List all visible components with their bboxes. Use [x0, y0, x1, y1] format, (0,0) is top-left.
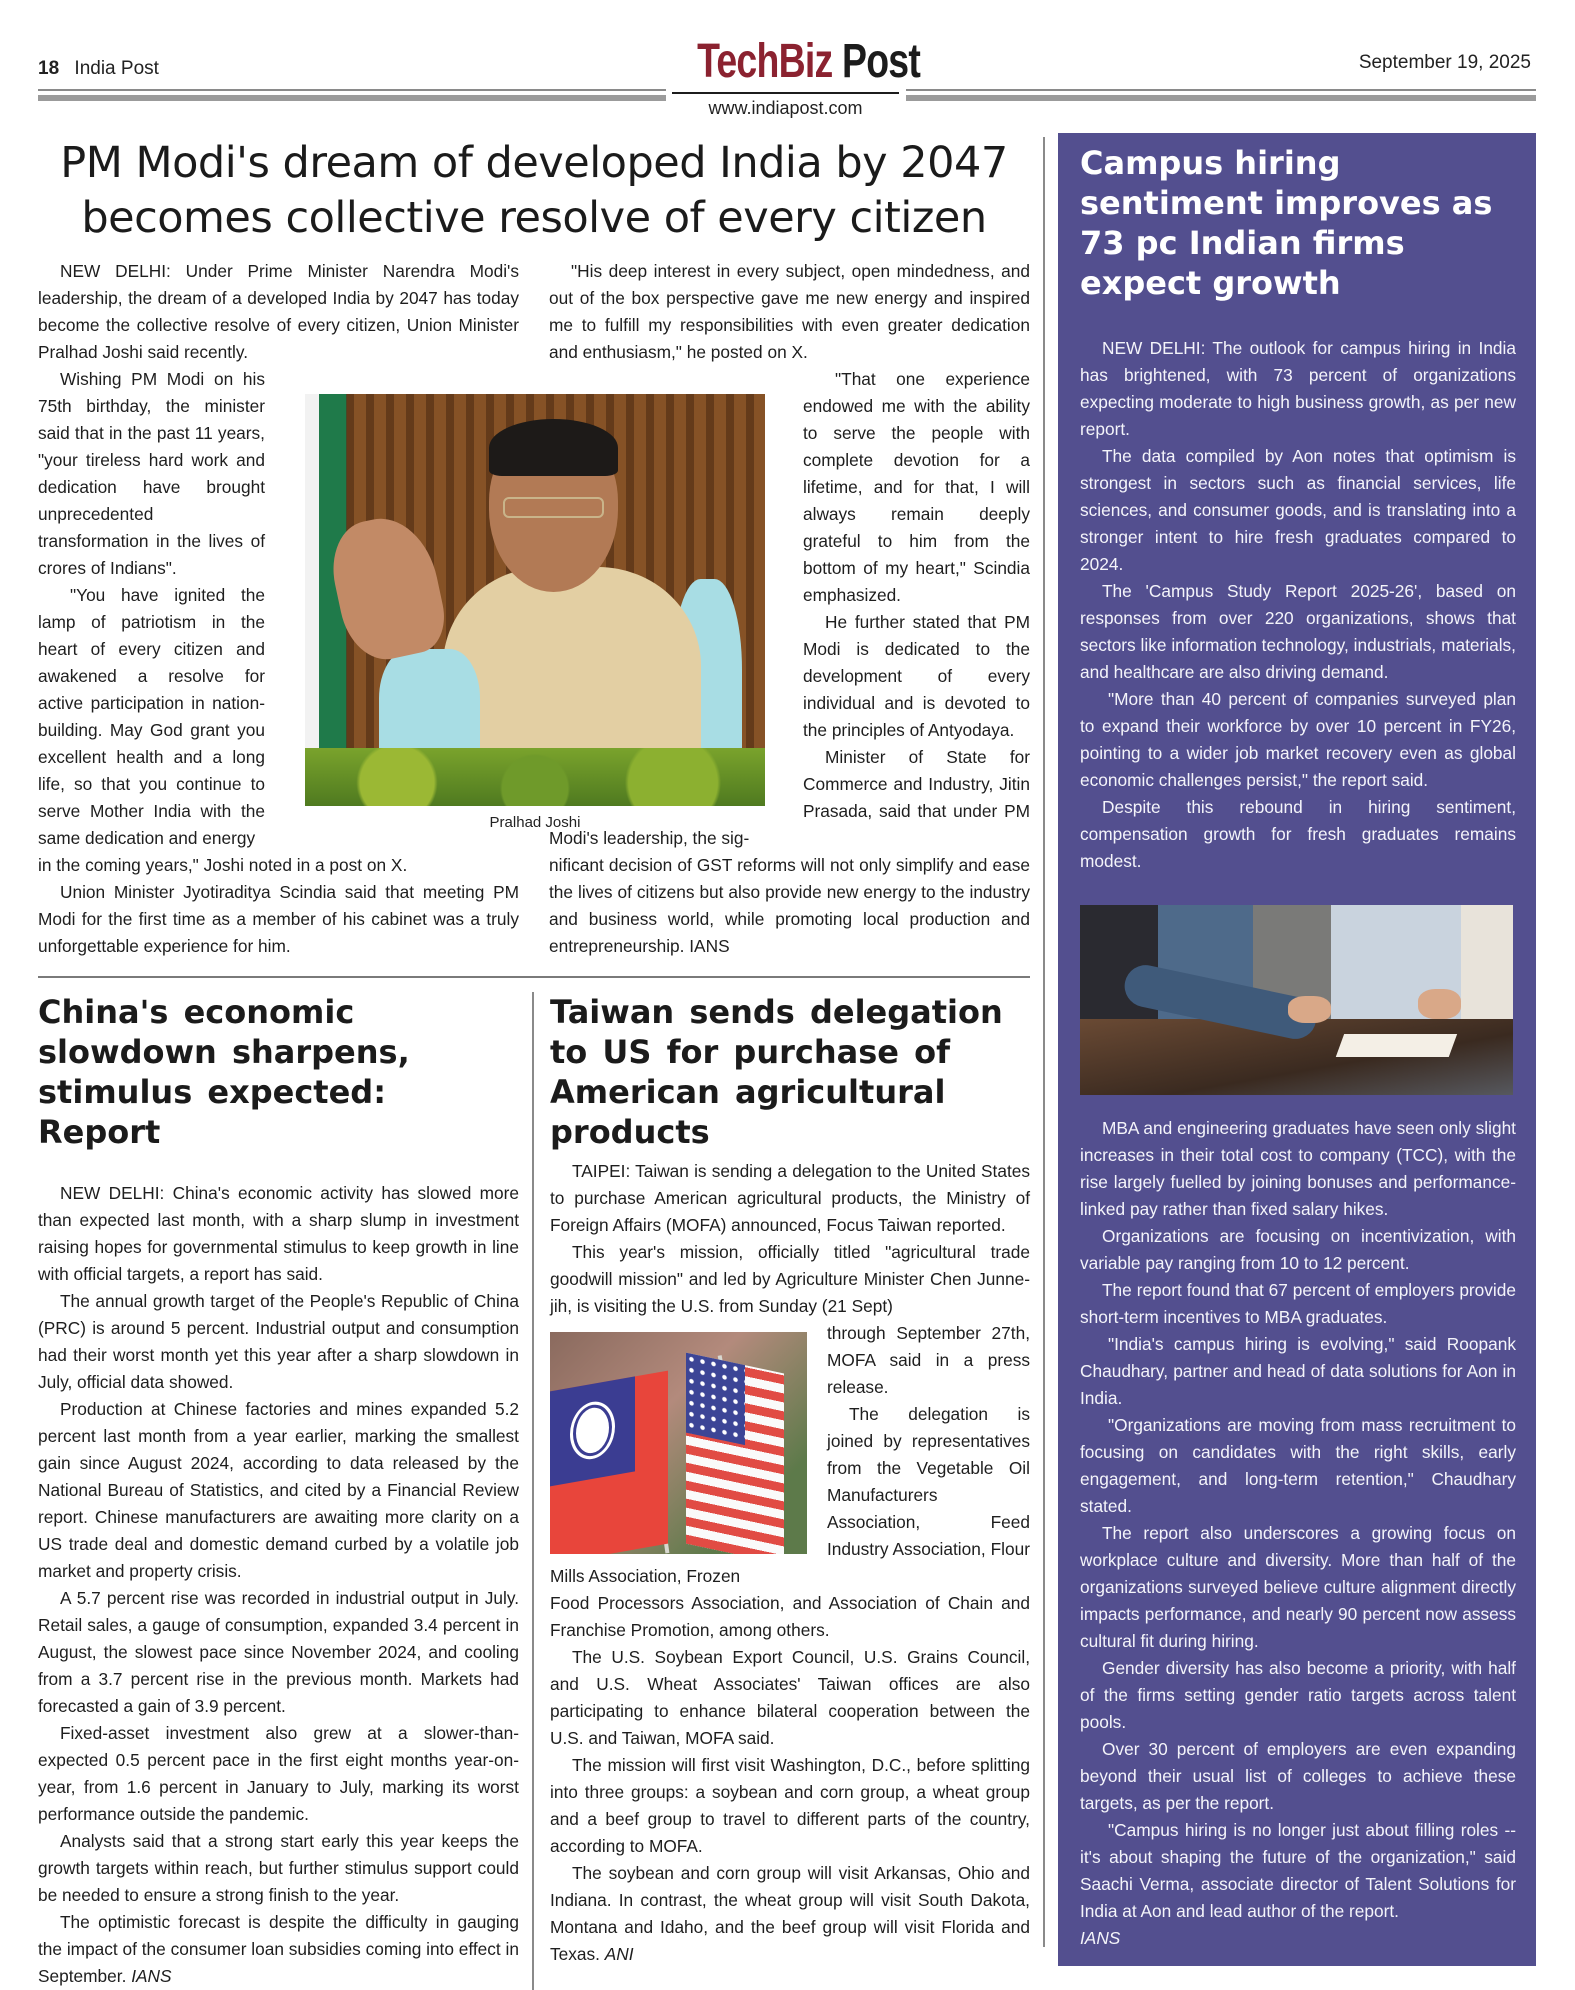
photo-detail	[1288, 996, 1331, 1023]
campus-paragraph: The data compiled by Aon notes that optimism is strongest in sectors such as financial services, life sciences, and consumer goods, and is translating into a stronger intent to hire fresh graduates compared to 2024.	[1080, 446, 1516, 574]
lead-paragraph: "His deep interest in every subject, open mindedness, and out of the box perspective gave me new energy and inspired me to fulfill my responsibilities with even greater dedication and enthusiasm," he posted on X.	[549, 261, 1030, 362]
campus-paragraph: "Organizations are moving from mass recruitment to focusing on candidates with the right skills, early engagement, and long-term retention," Chaudhary stated.	[1080, 1415, 1516, 1516]
taiwan-source: ANI	[604, 1944, 634, 1964]
taiwan-paragraph-continued: Food Processors Association, and Association of Chain and Franchise Promotion, among others.	[550, 1593, 1030, 1640]
campus-paragraph: Gender diversity has also become a priority, with half of the firms setting gender ratio targets across talent pools.	[1080, 1658, 1516, 1732]
china-paragraph: NEW DELHI: China's economic activity has slowed more than expected last month, with a sharp slump in investment raising hopes for governmental stimulus to keep growth in line with official targets, a report has said.	[38, 1183, 519, 1284]
logo-underline	[672, 92, 899, 94]
masthead-rule-right-thin	[906, 89, 1536, 91]
taiwan-headline: Taiwan sends delegation to US for purchase of American agricultural products	[550, 993, 1003, 1151]
us-flag	[686, 1353, 784, 1554]
lead-paragraph-continued: nificant decision of GST reforms will not only simplify and ease the lives of citizens but also provide new energy to the industry and business world, while promoting local production and entrepreneurship. IANS	[549, 855, 1030, 956]
taiwan-story	[532, 992, 1030, 1990]
china-paragraph: The annual growth target of the People's Republic of China (PRC) is around 5 percent. Industrial output and consumption had their worst month yet this year after a sharp slowdown in July, official data showed.	[38, 1291, 519, 1392]
campus-paragraph: NEW DELHI: The outlook for campus hiring in India has brightened, with 73 percent of organizations expecting moderate to high business growth, as per new report.	[1080, 338, 1516, 439]
photo-detail	[489, 419, 618, 477]
publication-logo[interactable]	[697, 35, 921, 88]
taiwan-paragraph: This year's mission, officially titled "agricultural trade goodwill mission" and led by Agriculture Minister Chen Junne-jih, is visiting the U.S. from Sunday (21 Sept)	[550, 1242, 1030, 1316]
taiwan-paragraph: The mission will first visit Washington, D.C., before splitting into three groups: a soybean and corn group, a wheat group and a beef group to travel to different parts of the country, according to MOFA.	[550, 1755, 1030, 1856]
taiwan-flag	[550, 1370, 668, 1554]
us-flag-canton	[686, 1353, 745, 1446]
china-paragraph: Production at Chinese factories and mines expanded 5.2 percent last month from a year earlier, marking the smallest gain since August 2024, according to data released by the National Bureau of Statistics, and cited by a Financial Review report. Chinese manufacturers are awaiting more clarity on a US trade deal and domestic demand curbed by a volatile job market and property crisis.	[38, 1399, 519, 1581]
china-paragraph: Analysts said that a strong start early this year keeps the growth targets within reach, but further stimulus support could be needed to ensure a strong finish to the year.	[38, 1831, 519, 1905]
china-paragraph: Fixed-asset investment also grew at a slower-than-expected 0.5 percent pace in the first eight months year-on-year, from 1.6 percent in January to July, marking its worst performance outside the pandemic.	[38, 1723, 519, 1824]
photo-caption: Pralhad Joshi	[489, 814, 581, 831]
campus-paragraph: The 'Campus Study Report 2025-26', based on responses from over 220 organizations, shows that sectors like information technology, industrials, materials, and healthcare are also driving demand.	[1080, 581, 1516, 682]
page-number: 18	[38, 58, 60, 79]
campus-paragraph: Organizations are focusing on incentivization, with variable pay ranging from 10 to 12 percent.	[1080, 1226, 1516, 1273]
taiwan-article-body	[550, 1158, 1030, 1968]
campus-headline: Campus hiring sentiment improves as 73 pc Indian firms expect growth	[1080, 144, 1493, 302]
taiwan-paragraph-continued: through September 27th, MOFA said in a press release.	[827, 1323, 1030, 1397]
photo-pralhad-joshi[interactable]	[305, 394, 765, 806]
photo-detail	[1336, 1034, 1457, 1057]
lead-paragraph: "That one experience endowed me with the ability to serve the people with complete devotion for a lifetime, and for that, I will always remain deeply grateful to him from the bottom of my heart," Scindia emphasized.	[803, 369, 1030, 605]
lead-paragraph: "You have ignited the lamp of patriotism in the heart of every citizen and awakened a resolve for active participation in nation-building. May God grant you excellent health and a long life, so that you continue to serve Mother India with the same dedication and energy	[38, 585, 265, 848]
campus-hiring-panel	[1058, 133, 1536, 1966]
china-story	[38, 992, 519, 1990]
china-source: IANS	[131, 1966, 172, 1986]
section-divider	[38, 976, 1030, 978]
campus-article-bottom	[1080, 1115, 1516, 1952]
china-paragraph: A 5.7 percent rise was recorded in industrial output in July. Retail sales, a gauge of consumption, expanded 3.4 percent in August, the slowest pace since November 2024, and cooling from a 3.7 percent rise in the previous month. Markets had forecasted a gain of 3.9 percent.	[38, 1588, 519, 1716]
lead-paragraph: NEW DELHI: Under Prime Minister Narendra Modi's leadership, the dream of a developed India by 2047 has today become the collective resolve of every citizen, Union Minister Pralhad Joshi said recently.	[38, 261, 519, 362]
photo-detail	[1418, 989, 1461, 1019]
taiwan-paragraph: TAIPEI: Taiwan is sending a delegation to the United States to purchase American agricultural products, the Ministry of Foreign Affairs (MOFA) announced, Focus Taiwan reported.	[550, 1161, 1030, 1235]
lead-paragraph: Union Minister Jyotiraditya Scindia said that meeting PM Modi for the first time as a member of his cabinet was a truly unforgettable experience for him.	[38, 882, 519, 956]
china-article-body	[38, 1180, 519, 1990]
taiwan-paragraph: The delegation is joined by representatives from the Vegetable Oil Manufacturers Association, Feed Industry Association, Flour Mills Association, Frozen	[550, 1404, 1030, 1586]
campus-paragraph: MBA and engineering graduates have seen only slight increases in their total cost to company (TCC), with the rise largely fuelled by joining bonuses and performance-linked pay rather than fixed salary hikes.	[1080, 1118, 1516, 1219]
masthead-rule-left-thin	[38, 89, 666, 91]
section-name: India Post	[74, 58, 159, 79]
taiwan-paragraph	[550, 1860, 1030, 1968]
masthead-rule-right-thick	[906, 95, 1536, 101]
campus-paragraph: "India's campus hiring is evolving," said Roopank Chaudhary, partner and head of data solutions for Aon in India.	[1080, 1334, 1516, 1408]
campus-paragraph: Over 30 percent of employers are even expanding beyond their usual list of colleges to achieve these targets, as per the report.	[1080, 1739, 1516, 1813]
lead-paragraph: Wishing PM Modi on his 75th birthday, the minister said that in the past 11 years, "your tireless hard work and dedication have brought unprecedented transformation in the lives of crores of Indians".	[38, 369, 265, 578]
campus-paragraph: The report also underscores a growing focus on workplace culture and diversity. More than half of the organizations surveyed believe culture alignment directly impacts performance, and nearly 90 percent now assess cultural fit during hiring.	[1080, 1523, 1516, 1651]
lead-paragraph: He further stated that PM Modi is dedicated to the development of every individual and is devoted to the principles of Antyodaya.	[803, 612, 1030, 740]
photo-detail	[503, 497, 604, 518]
campus-paragraph: Despite this rebound in hiring sentiment, compensation growth for fresh graduates remains modest.	[1080, 797, 1516, 871]
lead-paragraph: Minister of State for Commerce and Industry, Jitin Prasada, said that under PM Modi's leadership, the sig-	[549, 747, 1030, 848]
china-headline: China's economic slowdown sharpens, stimulus expected: Report	[38, 993, 410, 1151]
campus-article-top	[1080, 335, 1516, 875]
website-link[interactable]: www.indiapost.com	[708, 98, 863, 118]
campus-paragraph: "More than 40 percent of companies surveyed plan to expand their workforce by over 10 percent in FY26, pointing to a wider job market recovery even as global economic challenges persist," the report said.	[1080, 689, 1516, 790]
campus-source: IANS	[1080, 1928, 1121, 1948]
photo-detail	[305, 748, 765, 806]
photo-campus-meeting[interactable]	[1080, 905, 1513, 1095]
column-divider	[1043, 137, 1045, 1947]
issue-date: September 19, 2025	[1358, 52, 1531, 73]
campus-paragraph: The report found that 67 percent of employers provide short-term incentives to MBA graduates.	[1080, 1280, 1516, 1327]
lead-paragraph-continued: in the coming years," Joshi noted in a post on X.	[38, 855, 408, 875]
lead-headline-line1: PM Modi's dream of developed India by 2047	[60, 138, 1008, 188]
china-paragraph	[38, 1909, 519, 1990]
photo-taiwan-us-flags[interactable]	[550, 1332, 807, 1554]
campus-paragraph: "Campus hiring is no longer just about filling roles -- it's about shaping the future of the organization," said Saachi Verma, associate director of Talent Solutions for India at Aon and lead author of the report.	[1080, 1820, 1516, 1921]
masthead-rule-left-thick	[38, 95, 666, 101]
china-paragraph-text: The optimistic forecast is despite the difficulty in gauging the impact of the consumer loan subsidies coming into effect in September.	[38, 1912, 519, 1986]
bottom-story-columns	[38, 992, 1030, 1990]
taiwan-paragraph-text: The soybean and corn group will visit Arkansas, Ohio and Indiana. In contrast, the wheat group will visit South Dakota, Montana and Idaho, and the beef group will visit Florida and Texas.	[550, 1863, 1030, 1964]
logo-post: Post	[842, 35, 921, 88]
lead-headline-line2: becomes collective resolve of every citizen	[81, 193, 987, 243]
page-folio	[38, 58, 159, 80]
taiwan-paragraph: The U.S. Soybean Export Council, U.S. Grains Council, and U.S. Wheat Associates' Taiwan offices are also participating to enhance bilateral cooperation between the U.S. and Taiwan, MOFA said.	[550, 1647, 1030, 1748]
logo-techbiz: TechBiz	[697, 35, 833, 88]
lead-headline	[38, 136, 1030, 246]
